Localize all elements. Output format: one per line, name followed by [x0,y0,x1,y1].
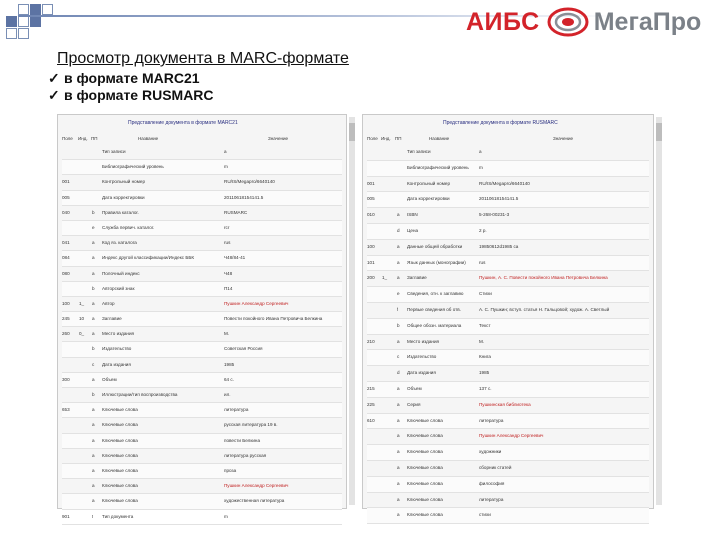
cell-field: 040 [62,209,70,215]
cell-subfield: a [92,240,95,246]
cell-value: 1985 [479,370,490,376]
table-row[interactable] [62,206,342,221]
decor-square [18,28,29,39]
marc21-caption: Представление документа в формате MARC21 [128,120,238,126]
cell-value: RUSMARC [224,209,248,215]
table-row[interactable] [367,382,649,398]
bullet-marc21 [48,70,200,87]
cell-name: Объем [102,376,117,382]
cell-value: литература русская [224,452,267,458]
cell-name: Ключевые слова [407,480,443,486]
table-row[interactable] [62,221,342,236]
cell-subfield: b [92,285,95,291]
bullet-text: в формате MARC21 [64,70,200,86]
cell-name: Заглавие [407,275,427,281]
table-row[interactable] [367,240,649,256]
cell-name: Издательство [102,346,132,352]
decor-square [6,16,17,27]
cell-value: Пушкин Александр Сергеевич [224,300,289,306]
column-header-subfield: ПП [395,136,402,141]
cell-name: Данные общей обработки [407,243,463,249]
table-row[interactable] [367,335,649,351]
cell-field: 610 [367,417,375,423]
column-header-subfield: ПП [91,136,98,141]
cell-name: Библиографический уровень [407,164,469,170]
aibs-megapro-logo [466,4,701,40]
cell-value: RU/IS/Megapro/6640140 [479,180,530,186]
cell-name: Служба первич. каталог. [102,224,155,230]
cell-name: Ключевые слова [407,496,443,502]
table-row[interactable] [367,256,649,272]
cell-field: 005 [367,196,375,202]
cell-value: философия [479,480,505,486]
cell-value: Ч48 [224,270,233,276]
cell-name: Объем [407,385,422,391]
cell-value: 19850612d1985 ca [479,243,519,249]
cell-name: Ключевые слова [102,483,138,489]
table-row[interactable] [62,282,342,297]
cell-subfield: a [397,449,400,455]
cell-value: Повести покойного Ивана Петровича Белкина [224,316,323,322]
cell-value: Текст [479,322,491,328]
rusmarc-caption: Представление документа в формате RUSMARC [443,120,558,126]
cell-subfield: a [92,270,95,276]
decor-square [42,4,53,15]
cell-name: Ключевые слова [102,498,138,504]
cell-name: Ключевые слова [407,417,443,423]
table-row[interactable] [367,493,649,509]
table-row[interactable] [367,303,649,319]
cell-value: Ч48/84-41 [224,255,246,261]
cell-subfield: a [397,259,400,265]
cell-subfield: e [397,291,400,297]
rusmarc-panel [362,114,654,518]
cell-field: 901 [62,513,70,519]
table-row[interactable] [62,297,342,312]
cell-value: проза [224,467,237,473]
logo-megapro-text: МегаПро [593,7,702,36]
cell-name: Язык данных (монографии) [407,259,466,265]
cell-subfield: a [397,512,400,518]
bullet-text: в формате RUSMARC [64,87,214,103]
table-row[interactable] [367,192,649,208]
cell-subfield: a [397,338,400,344]
cell-field: 245 [62,316,70,322]
cell-name: Дата издания [407,370,436,376]
cell-field: 080 [62,270,70,276]
column-header-value: Значение [553,136,573,141]
cell-value: rus [224,240,231,246]
cell-name: Код яз. каталога [102,240,137,246]
cell-subfield: b [92,392,95,397]
cell-field: 041 [62,240,70,246]
decor-square [30,16,41,27]
table-row[interactable] [62,449,342,464]
table-row[interactable] [62,312,342,327]
table-row[interactable] [62,358,342,373]
cell-field: 200 [367,275,375,281]
cell-name: Ключевые слова [102,407,138,413]
cell-field: 001 [367,180,375,186]
table-row[interactable] [367,398,649,414]
cell-value: литература [224,407,249,413]
cell-value: m [224,164,228,170]
cell-subfield: a [92,483,95,489]
cell-name: Ключевые слова [102,452,138,458]
cell-name: Место издания [102,331,135,337]
table-row[interactable] [367,161,649,177]
cell-value: стихи [479,512,491,518]
cell-subfield: a [92,498,95,504]
column-header-name: Название [138,136,159,141]
cell-value: Советская Россия [224,346,263,352]
table-row[interactable] [62,267,342,282]
cell-value: ил. [224,392,231,397]
table-row[interactable] [367,508,649,524]
cell-value: А. С. Пушкин; вступ. статья Н. Гальцовой; худож. А. Светлый [479,306,610,312]
cell-name: Ключевые слова [407,512,443,518]
cell-subfield: c [397,354,400,360]
table-row[interactable] [62,160,342,175]
table-row[interactable] [367,350,649,366]
cell-value: сборник статей [479,464,512,470]
scroll-thumb[interactable] [349,123,355,141]
cell-value: 5-268-00231-3 [479,212,510,218]
cell-value: 20110618154141.5 [224,194,264,200]
table-row[interactable] [62,434,342,449]
decor-square [18,16,29,27]
cell-subfield: b [92,209,95,215]
marc21-panel [57,114,347,519]
cell-name: Ключевые слова [407,433,443,439]
table-row[interactable] [367,208,649,224]
column-header-value: Значение [268,136,288,141]
table-row[interactable] [62,494,342,509]
table-row[interactable] [367,429,649,445]
cell-value: Пушкинская библиотека [479,401,531,407]
table-row[interactable] [367,177,649,193]
cell-field: 300 [62,376,70,382]
cell-name: Библиографический уровень [102,164,164,170]
cell-subfield: a [92,437,95,443]
decor-square [18,4,29,15]
cell-value: Стихи [479,291,492,297]
cell-value: литература [479,417,504,423]
column-header-indicator: Инд. [78,136,88,141]
cell-name: Издательство [407,354,437,360]
cell-subfield: a [92,422,95,428]
checkmark-icon: ✓ [48,70,60,86]
cell-name: Полочный индекс [102,270,140,276]
cell-name: ISBN [407,212,418,218]
cell-name: Место издания [407,338,440,344]
cell-field: 653 [62,407,70,413]
cell-name: Ключевые слова [102,467,138,473]
cell-value: rcr [224,224,230,230]
cell-name: Дата издания [102,361,131,367]
cell-name: Ключевые слова [407,464,443,470]
cell-subfield: a [397,480,400,486]
table-row[interactable] [62,327,342,342]
cell-name: Первые сведения об отв. [407,306,461,312]
decor-square [30,4,41,15]
cell-name: Контрольный номер [407,180,450,186]
table-row[interactable] [367,287,649,303]
cell-field: 100 [62,300,70,306]
cell-value: a [479,149,482,154]
table-row[interactable] [62,479,342,494]
marc21-scrollbar[interactable] [349,117,355,505]
table-row[interactable] [62,373,342,388]
cell-field: 100 [367,243,375,249]
cell-subfield: a [92,376,95,382]
bullet-rusmarc [48,87,214,104]
table-row[interactable] [62,342,342,357]
logo-aibs-text: АИБС [466,7,540,36]
table-row[interactable] [62,388,342,403]
cell-name: Ключевые слова [407,449,443,455]
cell-value: 20110618154141.5 [479,196,519,202]
cell-subfield: a [397,496,400,502]
checkmark-icon: ✓ [48,87,60,103]
cell-value: 137 с. [479,385,492,391]
table-row[interactable] [62,464,342,479]
table-row[interactable] [367,445,649,461]
table-row[interactable] [367,319,649,335]
cell-value: Книга [479,354,491,360]
cell-name: Авторский знак [102,285,135,291]
cell-name: Автор [102,300,115,306]
cell-name: Тип записи [407,149,431,154]
cell-name: Серия [407,401,421,407]
cell-subfield: b [92,346,95,352]
cell-field: 005 [62,194,70,200]
table-row[interactable] [62,251,342,266]
megapro-swirl-icon [546,5,590,39]
decor-square [6,28,17,39]
cell-name: Тип документа [102,513,134,519]
marc21-table [62,145,342,525]
cell-indicator: 1_ [79,300,85,306]
cell-field: 084 [62,255,70,261]
cell-name: Иллюстрации/тип воспроизводства [102,392,178,397]
cell-subfield: d [397,227,400,233]
cell-name: Индекс другой классификации/Индекс ББК [102,255,195,261]
cell-name: Дата корректировки [102,194,145,200]
cell-value: Пушкин, А. С. Повести покойного Ивана Петровича Белкина [479,275,608,281]
cell-value: Пушкин Александр Сергеевич [479,433,544,439]
cell-name: Ключевые слова [102,437,138,443]
cell-field: 210 [367,338,375,344]
cell-field: 215 [367,385,375,391]
cell-subfield: t [92,513,94,519]
column-header-field: Поле [367,136,378,141]
cell-subfield: b [397,322,400,328]
cell-subfield: d [397,370,400,376]
cell-subfield: e [92,224,95,230]
table-row[interactable] [62,191,342,206]
cell-value: М. [224,331,230,337]
cell-name: Сведения, отн. к заглавию [407,291,464,297]
table-row[interactable] [367,145,649,161]
cell-name: Цена [407,227,419,233]
cell-value: RU/IS/Megapro/6640140 [224,179,275,185]
cell-value: П14 [224,285,233,291]
table-row[interactable] [62,236,342,251]
table-row[interactable] [367,271,649,287]
cell-name: Контрольный номер [102,179,145,185]
table-row[interactable] [367,366,649,382]
rusmarc-table [367,145,649,524]
table-row[interactable] [367,477,649,493]
column-header-indicator: Инд. [381,136,391,141]
cell-subfield: a [92,331,95,337]
cell-subfield: a [397,212,400,218]
cell-subfield: a [92,467,95,473]
cell-value: rus [479,259,486,265]
cell-value: М. [479,338,485,344]
cell-value: a [224,149,227,154]
slide-title: Просмотр документа в MARC-формате [57,50,349,67]
cell-value: русская литература 19 в. [224,422,278,428]
cell-subfield: a [92,300,95,306]
cell-name: Дата корректировки [407,196,450,202]
cell-name: Ключевые слова [102,422,138,428]
cell-value: 1985 [224,361,235,367]
cell-subfield: a [397,385,400,391]
cell-name: Заглавие [102,316,122,322]
cell-subfield: a [92,452,95,458]
cell-subfield: a [92,316,95,322]
cell-value: литература [479,496,504,502]
cell-value: m [224,513,228,519]
cell-indicator: 1_ [382,275,388,281]
cell-subfield: a [397,243,400,249]
cell-subfield: a [92,255,95,261]
cell-field: 010 [367,212,375,218]
cell-field: 101 [367,259,375,265]
cell-field: 001 [62,179,70,185]
table-row[interactable] [62,145,342,160]
cell-value: 64 с. [224,376,234,382]
cell-value: 2 р. [479,227,487,233]
cell-value: повести Белкина [224,437,260,443]
rusmarc-scrollbar[interactable] [656,117,662,505]
cell-field: 260 [62,331,70,337]
table-row[interactable] [62,418,342,433]
cell-field: 225 [367,401,375,407]
table-row[interactable] [367,224,649,240]
table-row[interactable] [62,175,342,190]
cell-subfield: a [397,401,400,407]
cell-value: художники [479,449,502,455]
cell-subfield: f [397,306,399,312]
cell-subfield: a [92,407,95,413]
cell-name: Общее обозн. материала [407,322,462,328]
cell-subfield: a [397,417,400,423]
cell-subfield: c [92,361,95,367]
cell-value: m [479,164,483,170]
scroll-thumb[interactable] [656,123,662,141]
table-row[interactable] [62,510,342,525]
cell-indicator: 10 [79,316,85,322]
column-header-field: Поле [62,136,73,141]
cell-name: Правила каталог. [102,209,139,215]
table-row[interactable] [62,403,342,418]
column-header-name: Название [429,136,450,141]
cell-subfield: a [397,433,400,439]
cell-subfield: a [397,275,400,281]
cell-value: Пушкин Александр Сергеевич [224,483,289,489]
cell-value: художественная литература [224,498,285,504]
table-row[interactable] [367,414,649,430]
cell-indicator: 0_ [79,331,85,337]
cell-name: Тип записи [102,149,126,154]
cell-subfield: a [397,464,400,470]
table-row[interactable] [367,461,649,477]
